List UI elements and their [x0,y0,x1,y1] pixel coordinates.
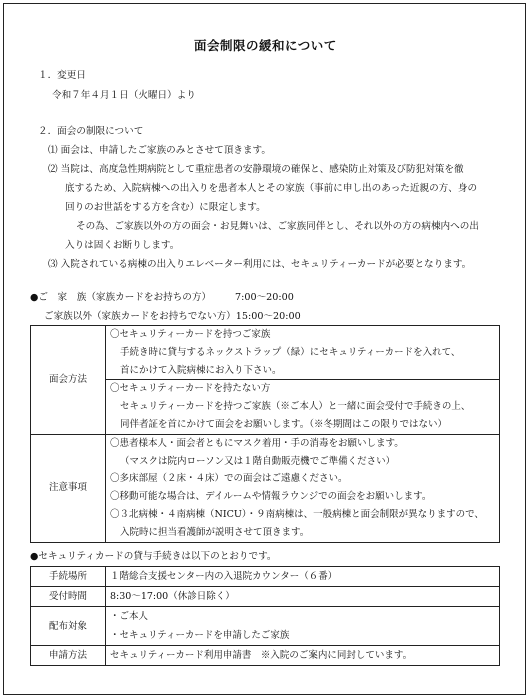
page-title: 面会制限の緩和について [194,38,337,53]
target-line: ・セキュリティーカードを申請したご家族 [110,630,290,641]
hours-value: 8:30～17:00（休診日除く） [106,587,500,607]
change-date: 令和７年４月１日（火曜日）より [52,90,196,101]
method-line: 首にかけて入院病棟にお入り下さい。 [106,362,499,381]
family-visiting-hours: ●ご 家 族（家族カードをお持ちの方） 7:00～20:00 [30,292,294,303]
table-row [31,434,500,542]
method-label: 面会方法 [31,326,106,435]
method-line: 手続き時に貸与するネックストラップ（緑）にセキュリティーカードを入れて、 [120,346,461,358]
table-row [31,567,500,587]
table-row [31,326,500,435]
application-value: セキュリティーカード利用申請書 ※入院のご案内に同封しています。 [106,646,500,666]
note-line: 入院時に担当看護師が説明させて頂きます。 [120,526,310,538]
rule-item-2-line-4: その為、ご家族以外の方の面会・お見舞いは、ご家族同伴とし、それ以外の方の病棟内への出 [76,221,479,232]
method-content [106,326,500,435]
note-line: 〇多床部屋（２床・４床）での面会はご遠慮ください。 [110,473,348,485]
method-line: 同伴者証を首にかけて面会をお願いします。（※冬期間はこの限りではない） [120,418,447,430]
rule-item-2-line-5: 入りは固くお断りします。 [65,240,180,251]
method-line: 〇セキュリティーカードを持たない方 [110,383,271,395]
note-line: 〇３北病棟・４南病棟（NICU）・９南病棟は、一般病棟と面会制限が異なりますので、 [110,508,484,520]
location-label: 手続場所 [31,567,106,587]
method-line: 〇セキュリティーカードを持つご家族 [110,329,271,340]
table-row [31,646,500,666]
section1-heading: １．変更日 [38,70,86,81]
section2-heading: ２．面会の制限について [38,126,144,137]
application-label: 申請方法 [31,646,106,666]
rule-item-2-line-2: 底するため、入院病棟への出入りを患者本人とその家族（事前に申し出のあった近親の方、身の [65,183,478,194]
target-line: ・ご本人 [110,611,149,622]
location-value: １階総合支援センター内の入退院カウンター（６番） [106,567,500,587]
note-line: 〇患者様本人・面会者ともにマスク着用・手の消毒をお願いします。 [110,437,404,449]
rule-item-2-line-1: ⑵ 当院は、高度急性期病院として重症患者の安静環境の確保と、感染防止対策及び防犯対策を徹 [48,164,464,175]
visiting-rules-table [30,325,500,543]
notes-content [106,434,500,542]
table-row [31,607,500,646]
rule-item-2-line-3: 回りのお世話をする方を含む）に限定します。 [65,202,266,213]
target-label: 配布対象 [31,607,106,646]
target-value [106,607,500,646]
rule-item-3: ⑶ 入院されている病棟の出入りエレベーター利用には、セキュリティーカードが必要となります。 [48,259,472,270]
note-line: （マスクは院内ローソン又は１階自動販売機でご準備ください） [120,455,396,467]
notes-label: 注意事項 [31,434,106,542]
rule-item-1: ⑴ 面会は、申請したご家族のみとさせて頂きます。 [48,145,271,156]
card-procedure-heading: ●セキュリティカードの貸与手続きは以下のとおりです。 [30,551,277,562]
hours-label: 受付時間 [31,587,106,607]
table-row [31,587,500,607]
note-line: 〇移動可能な場合は、デイルームや情報ラウンジでの面会をお願いします。 [110,491,432,503]
method-line: セキュリティーカードを持つご家族（※ご本人）と一緒に面会受付で手続きの上、 [120,401,471,413]
card-procedure-table [30,566,500,666]
non-family-visiting-hours: ご家族以外（家族カードをお持ちでない方）15:00～20:00 [44,311,301,322]
